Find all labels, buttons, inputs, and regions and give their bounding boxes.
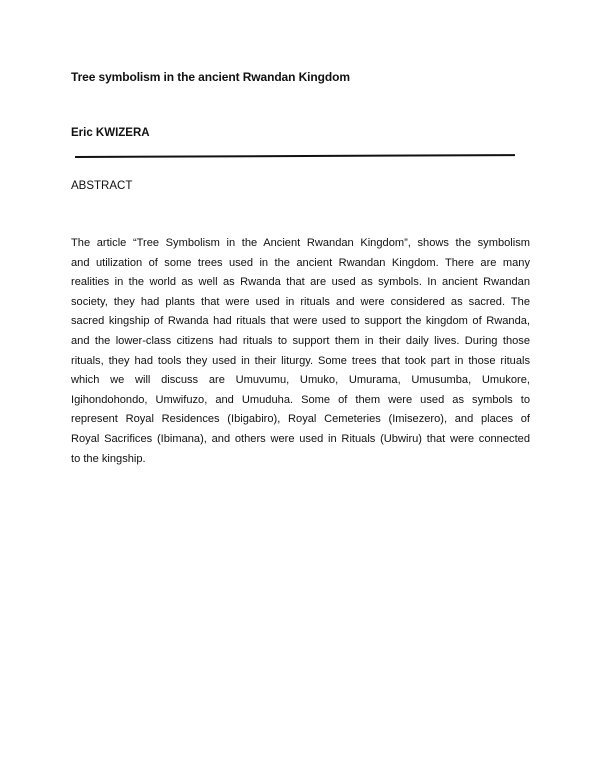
abstract-line: and the lower-class citizens had rituals to support them in their daily lives. During those [71,334,530,347]
abstract-line: rituals, they had tools they used in their liturgy. Some trees that took part in those rituals [71,354,530,367]
abstract-heading: ABSTRACT [71,180,133,192]
abstract-line: and utilization of some trees used in the ancient Rwandan Kingdom. There are many [71,256,530,269]
abstract-line: The article “Tree Symbolism in the Ancient Rwandan Kingdom”, shows the symbolism [71,237,530,249]
abstract-line: society, they had plants that were used in rituals and were considered as sacred. The [71,295,530,308]
abstract-line: Igihondohondo, Umwifuzo, and Umuduha. Some of them were used as symbols to [71,393,530,406]
abstract-body [71,234,530,469]
abstract-line: realities in the world as well as Rwanda that are used as symbols. In ancient Rwandan [71,276,530,289]
horizontal-rule [75,154,515,158]
author-name: Eric KWIZERA [71,127,150,139]
paper-title: Tree symbolism in the ancient Rwandan Kingdom [71,70,350,84]
abstract-line: Royal Sacrifices (Ibimana), and others were used in Rituals (Ubwiru) that were connected [71,432,530,445]
abstract-line: represent Royal Residences (Ibigabiro), Royal Cemeteries (Imisezero), and places of [71,413,530,426]
abstract-line: which we will discuss are Umuvumu, Umuko, Umurama, Umusumba, Umukore, [71,374,530,387]
abstract-line: sacred kingship of Rwanda had rituals that were used to support the kingdom of Rwanda, [71,315,530,328]
abstract-line: to the kingship. [71,452,146,465]
